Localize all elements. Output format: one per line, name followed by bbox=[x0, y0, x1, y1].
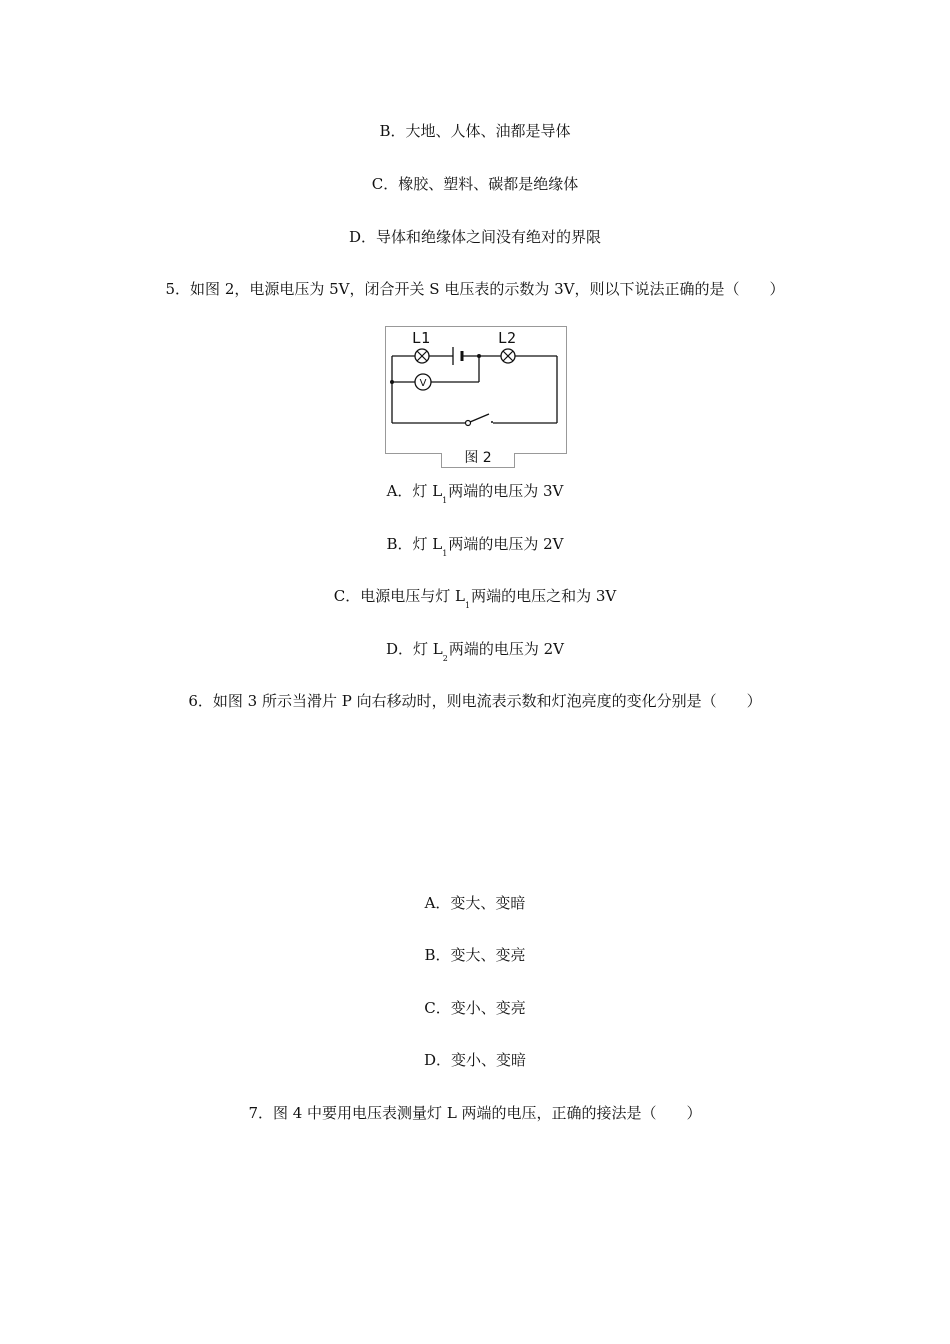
q6-option-d: D．变小、变暗 bbox=[423, 1051, 527, 1069]
voltmeter-icon bbox=[415, 374, 431, 390]
q6-option-b: B．变大、变亮 bbox=[424, 946, 526, 964]
q5-option-b-suffix: 两端的电压为 2V bbox=[448, 535, 564, 553]
q5-option-b bbox=[0, 534, 950, 557]
q4-option-b: B．大地、人体、油都是导体 bbox=[379, 122, 571, 140]
q5-stem: 5．如图 2，电源电压为 5V，闭合开关 S 电压表的示数为 3V，则以下说法正确的是（ ） bbox=[165, 280, 785, 298]
q5-option-d-prefix: D．灯 L bbox=[385, 640, 443, 658]
switch-contact bbox=[466, 421, 471, 426]
q6-option-a: A．变大、变暗 bbox=[424, 894, 526, 912]
figure-frame bbox=[386, 327, 567, 468]
lamp-l2-icon bbox=[501, 349, 515, 363]
q5-option-d-suffix: 两端的电压为 2V bbox=[448, 640, 564, 658]
q5-option-a-subscript: 1 bbox=[442, 496, 448, 505]
q4-option-d: D．导体和绝缘体之间没有绝对的界限 bbox=[348, 228, 602, 246]
q5-option-c-suffix: 两端的电压之和为 3V bbox=[471, 587, 617, 605]
switch-s-icon bbox=[470, 414, 489, 422]
label-l2: L2 bbox=[498, 329, 517, 347]
q5-option-c-subscript: 1 bbox=[464, 601, 471, 610]
q5-option-a-suffix: 两端的电压为 3V bbox=[448, 482, 564, 500]
lamp-l1-icon bbox=[415, 349, 429, 363]
label-l1: L1 bbox=[412, 329, 431, 347]
q5-option-b-prefix: B．灯 L bbox=[386, 535, 443, 553]
q5-option-d-subscript: 2 bbox=[442, 654, 448, 663]
q5-option-c bbox=[0, 586, 950, 609]
q5-option-a-prefix: A．灯 L bbox=[386, 482, 443, 500]
q5-option-b-subscript: 1 bbox=[442, 549, 448, 558]
figure-caption: 图 2 bbox=[464, 450, 492, 466]
q6-stem: 6．如图 3 所示当滑片 P 向右移动时，则电流表示数和灯泡亮度的变化分别是（ ） bbox=[188, 692, 762, 710]
battery-icon bbox=[453, 347, 462, 365]
q6-option-c: C．变小、变亮 bbox=[424, 999, 526, 1017]
q5-option-c-prefix: C．电源电压与灯 L bbox=[333, 587, 465, 605]
q5-option-d bbox=[0, 639, 950, 662]
q5-option-a bbox=[0, 481, 950, 504]
q7-stem: 7．图 4 中要用电压表测量灯 L 两端的电压，正确的接法是（ ） bbox=[248, 1104, 702, 1122]
q4-option-c: C．橡胶、塑料、碳都是绝缘体 bbox=[371, 175, 579, 193]
figure-2-circuit-diagram bbox=[385, 326, 567, 468]
voltmeter-symbol: V bbox=[419, 378, 427, 389]
